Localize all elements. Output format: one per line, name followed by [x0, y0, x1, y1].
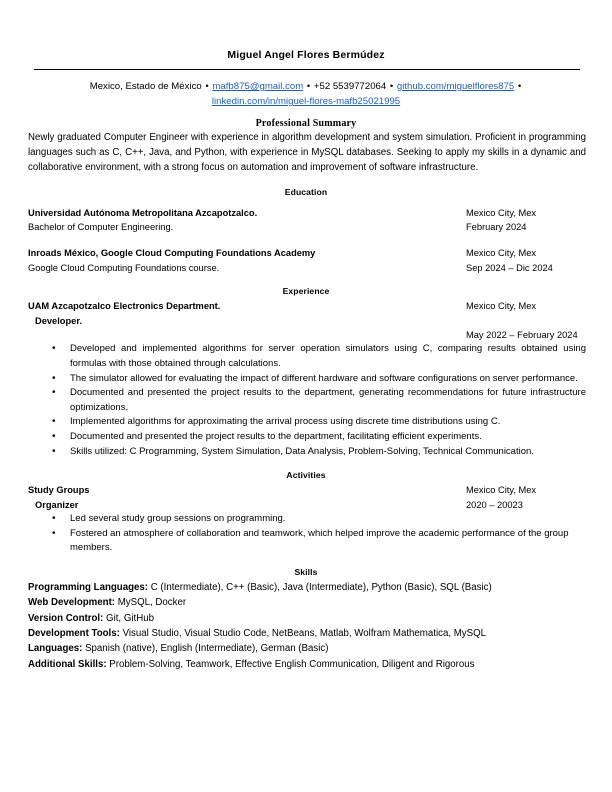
summary-text: Newly graduated Computer Engineer with experience in algorithm development and system simulation. Proficient in programming languages such as C, C++, Java, and Python, with experience in MySQL databases. Seeking to apply my skills in a dynamic and collaborative environment, with a strong focus on automation and improvement of software infrastructure. [28, 132, 586, 174]
contact-phone: +52 5539772064 [313, 81, 387, 92]
contact-location: Mexico, Estado de México [89, 81, 202, 92]
section-heading-experience: Experience [282, 286, 330, 297]
skill-value: MySQL, Docker [115, 597, 187, 609]
skill-label: Development Tools: [28, 628, 120, 640]
list-item: • Fostered an atmosphere of collaboration and teamwork, which helped improve the academic performance of the group members. [0, 527, 586, 556]
list-item: • Documented and presented the project results to the department, generating recommendations for future infrastructure optimizations. [0, 386, 586, 415]
skill-label: Web Development: [28, 597, 116, 609]
list-item: • Skills utilized: C Programming, System Simulation, Data Analysis, Problem-Solving, Technical Communication. [0, 445, 586, 460]
activity-organization: Study Groups [28, 485, 90, 496]
skill-row [28, 611, 586, 626]
skills-list [28, 580, 586, 672]
contact-separator: • [202, 81, 212, 92]
header-divider [34, 69, 580, 70]
activity-entry-header [28, 483, 586, 512]
skill-label: Programming Languages: [28, 581, 149, 593]
contact-line [62, 79, 550, 109]
education-location: Mexico City, Mex [466, 207, 537, 218]
contact-separator: • [387, 81, 396, 92]
section-heading-skills: Skills [294, 566, 318, 577]
experience-date: May 2022 – February 2024 [466, 330, 578, 341]
skill-row [28, 595, 586, 610]
section-heading-activities: Activities [286, 470, 326, 481]
education-location: Mexico City, Mex [466, 248, 537, 259]
skill-row [28, 626, 586, 641]
education-entry [28, 206, 586, 235]
list-item: • Implemented algorithms for approximating the arrival process using discrete time distributions using C. [0, 415, 586, 430]
activity-date: 2020 – 20023 [466, 499, 523, 510]
education-date: February 2024 [466, 222, 527, 232]
activity-role: Organizer [35, 499, 79, 510]
activity-location: Mexico City, Mex [466, 485, 537, 496]
list-item: • Documented and presented the project results to the department, facilitating efficient experiments. [0, 430, 586, 445]
spacer [0, 234, 612, 246]
skill-value: Spanish (native), English (Intermediate), German (Basic) [82, 643, 329, 655]
skill-row [28, 580, 586, 595]
skill-row [28, 641, 586, 656]
experience-role: Developer. [35, 315, 83, 326]
skill-value: Visual Studio, Visual Studio Code, NetBeans, Matlab, Wolfram Mathematica, MySQL [119, 628, 487, 640]
education-institution: Inroads México, Google Cloud Computing Foundations Academy [28, 248, 316, 259]
skill-value: Git, GitHub [103, 612, 154, 624]
skill-label: Version Control: [28, 612, 104, 624]
experience-location: Mexico City, Mex [466, 301, 537, 312]
list-item: • The simulator allowed for evaluating the impact of different hardware and software configurations on server performance. [0, 372, 586, 387]
candidate-name: Miguel Angel Flores Bermúdez [227, 49, 385, 61]
contact-separator: • [515, 81, 522, 92]
education-date: Sep 2024 – Dic 2024 [466, 262, 553, 273]
section-heading-education: Education [284, 186, 328, 197]
experience-organization: UAM Azcapotzalco Electronics Department. [28, 301, 221, 312]
contact-separator: • [304, 81, 313, 92]
activity-bullet-list [0, 512, 586, 556]
skill-label: Additional Skills: [28, 658, 107, 670]
skill-value: Problem-Solving, Teamwork, Effective English Communication, Diligent and Rigorous [106, 658, 475, 670]
section-heading-summary: Professional Summary [255, 118, 357, 129]
education-detail: Bachelor of Computer Engineering. [28, 222, 174, 233]
experience-entry-header [28, 299, 586, 342]
skill-row [28, 657, 586, 672]
list-item: • Developed and implemented algorithms for server operation simulators using C, comparing results obtained using formulas with those obtained through calculations. [0, 342, 586, 371]
education-detail: Google Cloud Computing Foundations course. [28, 262, 220, 273]
list-item: • Led several study group sessions on programming. [0, 512, 586, 527]
education-entry [28, 246, 586, 275]
experience-bullet-list [0, 342, 586, 459]
github-link[interactable]: github.com/miguelflores875 [396, 81, 515, 92]
skill-value: C (Intermediate), C++ (Basic), Java (Intermediate), Python (Basic), SQL (Basic) [148, 581, 492, 593]
education-institution: Universidad Autónoma Metropolitana Azcapotzalco. [28, 207, 258, 218]
linkedin-link[interactable]: linkedin.com/in/miguel-flores-mafb25021995 [211, 96, 401, 107]
email-link[interactable]: mafb875@gmail.com [212, 81, 304, 92]
skill-label: Languages: [28, 643, 83, 655]
